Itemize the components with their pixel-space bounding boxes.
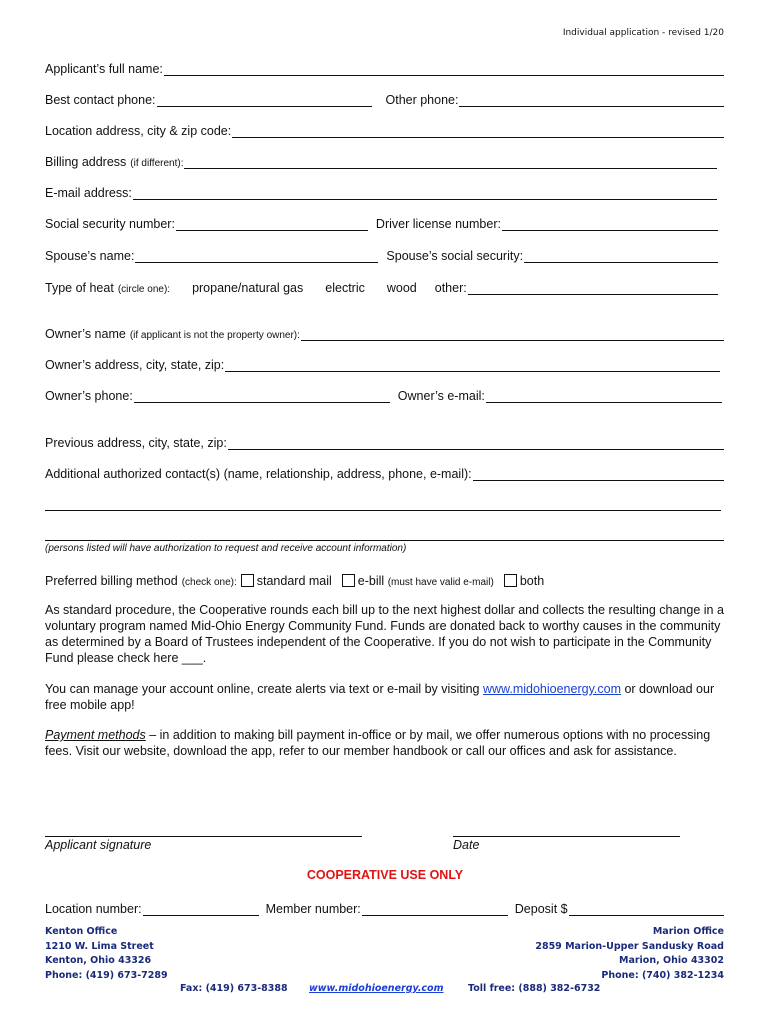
applicant-signature-label: Applicant signature [45, 838, 152, 852]
billing-address-row [45, 151, 717, 169]
phone-row [45, 89, 724, 107]
standard-mail-checkbox[interactable] [241, 574, 254, 587]
toll-free-number: Toll free: (888) 382-6732 [468, 983, 601, 994]
billing-method-row [45, 570, 724, 588]
owner-name-row [45, 323, 724, 341]
ebill-label: e-bill [357, 574, 385, 588]
billing-option-standard[interactable] [241, 574, 332, 588]
footer-website-link[interactable]: www.midohioenergy.com [309, 983, 444, 994]
other-phone-label: Other phone: [385, 93, 459, 107]
fax-number: Fax: (419) 673-8388 [180, 983, 288, 994]
owner-phone-label: Owner’s phone: [45, 389, 133, 403]
marion-office-phone: Phone: (740) 382-1234 [601, 969, 724, 981]
driver-license-field[interactable] [502, 217, 718, 231]
payment-title: Payment methods [45, 728, 146, 742]
additional-contacts-line-3[interactable] [45, 540, 724, 541]
revision-label: Individual application - revised 1/20 [562, 28, 724, 38]
ssn-field[interactable] [176, 217, 368, 231]
ssn-row [45, 213, 718, 231]
billing-option-both[interactable] [504, 574, 544, 588]
date-field[interactable] [453, 836, 680, 837]
owner-address-label: Owner’s address, city, state, zip: [45, 358, 225, 372]
spouse-name-field[interactable] [135, 249, 378, 263]
standard-mail-label: standard mail [256, 574, 332, 588]
email-row [45, 182, 717, 200]
payment-body: – in addition to making bill payment in-office or by mail, we offer numerous options with no processing fees. Visit our website, download the app, refer to our member handbook or call our offices and ask for assistance. [45, 728, 711, 758]
other-phone-field[interactable] [459, 93, 724, 107]
location-row [45, 120, 724, 138]
location-address-label: Location address, city & zip code: [45, 124, 232, 138]
billing-address-label: Billing address [45, 155, 127, 169]
heat-row [45, 277, 718, 295]
owner-phone-row [45, 385, 722, 403]
marion-office-city: Marion, Ohio 43302 [619, 955, 724, 966]
additional-contacts-line-2[interactable] [45, 510, 721, 511]
spouse-row [45, 245, 718, 263]
owner-email-field[interactable] [486, 389, 722, 403]
heat-other-field[interactable] [468, 281, 718, 295]
heat-option-electric[interactable]: electric [325, 281, 365, 295]
both-checkbox[interactable] [504, 574, 517, 587]
marion-office-street: 2859 Marion-Upper Sandusky Road [535, 940, 724, 952]
date-label: Date [453, 838, 480, 852]
ssn-label: Social security number: [45, 217, 175, 231]
ebill-checkbox[interactable] [342, 574, 355, 587]
spouse-name-label: Spouse’s name: [45, 249, 135, 263]
heat-note: (circle one): [117, 284, 171, 295]
full-name-field[interactable] [164, 62, 724, 76]
billing-method-note: (check one): [181, 577, 237, 588]
heat-option-propane[interactable]: propane/natural gas [192, 281, 304, 295]
previous-address-field[interactable] [228, 436, 724, 450]
member-number-label: Member number: [265, 902, 361, 916]
additional-contacts-label: Additional authorized contact(s) (name, relationship, address, phone, e-mail): [45, 467, 472, 481]
owner-address-field[interactable] [225, 358, 720, 372]
spouse-ssn-label: Spouse’s social security: [386, 249, 524, 263]
billing-method-label: Preferred billing method [45, 574, 178, 588]
website-link[interactable]: www.midohioenergy.com [482, 682, 621, 696]
kenton-office-phone: Phone: (419) 673-7289 [45, 969, 168, 981]
online-text: You can manage your account online, create alerts via text or e-mail by visiting [45, 682, 483, 696]
billing-address-field[interactable] [184, 155, 717, 169]
payment-paragraph [45, 727, 725, 759]
location-number-field[interactable] [143, 902, 259, 916]
heat-option-other[interactable]: other: [434, 281, 467, 295]
owner-name-label: Owner’s name [45, 327, 126, 341]
billing-option-ebill[interactable] [342, 574, 494, 588]
best-phone-field[interactable] [157, 93, 372, 107]
email-field[interactable] [133, 186, 717, 200]
heat-option-wood[interactable]: wood [386, 281, 417, 295]
additional-contacts-row [45, 463, 724, 481]
full-name-row [45, 58, 724, 76]
community-fund-paragraph: As standard procedure, the Cooperative rounds each bill up to the next highest dollar and collects the resulting change in a voluntary program named Mid-Ohio Energy Community Fund. Funds are donated back to worthy causes in the community as determined by a Board of Trustees independent of the Cooperative. If you do not wish to participate in the Community Fund please check here ___. [45, 603, 724, 665]
contacts-note: (persons listed will have authorization to request and receive account information) [45, 543, 407, 554]
driver-license-label: Driver license number: [375, 217, 501, 231]
online-paragraph [45, 681, 725, 713]
owner-name-field[interactable] [301, 327, 724, 341]
marion-office-title: Marion Office [652, 926, 724, 937]
location-address-field[interactable] [232, 124, 724, 138]
full-name-label: Applicant’s full name: [45, 62, 163, 76]
kenton-office-block [45, 925, 168, 983]
owner-email-label: Owner’s e-mail: [397, 389, 485, 403]
previous-address-row [45, 432, 724, 450]
owner-phone-field[interactable] [134, 389, 390, 403]
kenton-office-street: 1210 W. Lima Street [45, 940, 154, 952]
both-label: both [519, 574, 545, 588]
kenton-office-title: Kenton Office [45, 926, 118, 937]
footer-website[interactable] [309, 982, 443, 997]
deposit-field[interactable] [569, 902, 724, 916]
heat-label: Type of heat [45, 281, 114, 295]
ebill-note: (must have valid e-mail) [387, 577, 494, 588]
coop-use-title: COOPERATIVE USE ONLY [306, 868, 464, 882]
deposit-label: Deposit $ [514, 902, 568, 916]
best-phone-label: Best contact phone: [45, 93, 156, 107]
location-number-label: Location number: [45, 902, 142, 916]
marion-office-block [535, 925, 724, 983]
online-text-after: or download our free mobile app! [45, 682, 715, 712]
spouse-ssn-field[interactable] [524, 249, 718, 263]
coop-row [45, 898, 724, 916]
email-label: E-mail address: [45, 186, 132, 200]
previous-address-label: Previous address, city, state, zip: [45, 436, 227, 450]
applicant-signature-field[interactable] [45, 836, 362, 837]
owner-address-row [45, 354, 720, 372]
billing-address-note: (if different): [130, 158, 184, 169]
owner-name-note: (if applicant is not the property owner): [129, 330, 300, 341]
kenton-office-city: Kenton, Ohio 43326 [45, 955, 152, 966]
additional-contacts-field[interactable] [473, 467, 724, 481]
member-number-field[interactable] [362, 902, 508, 916]
